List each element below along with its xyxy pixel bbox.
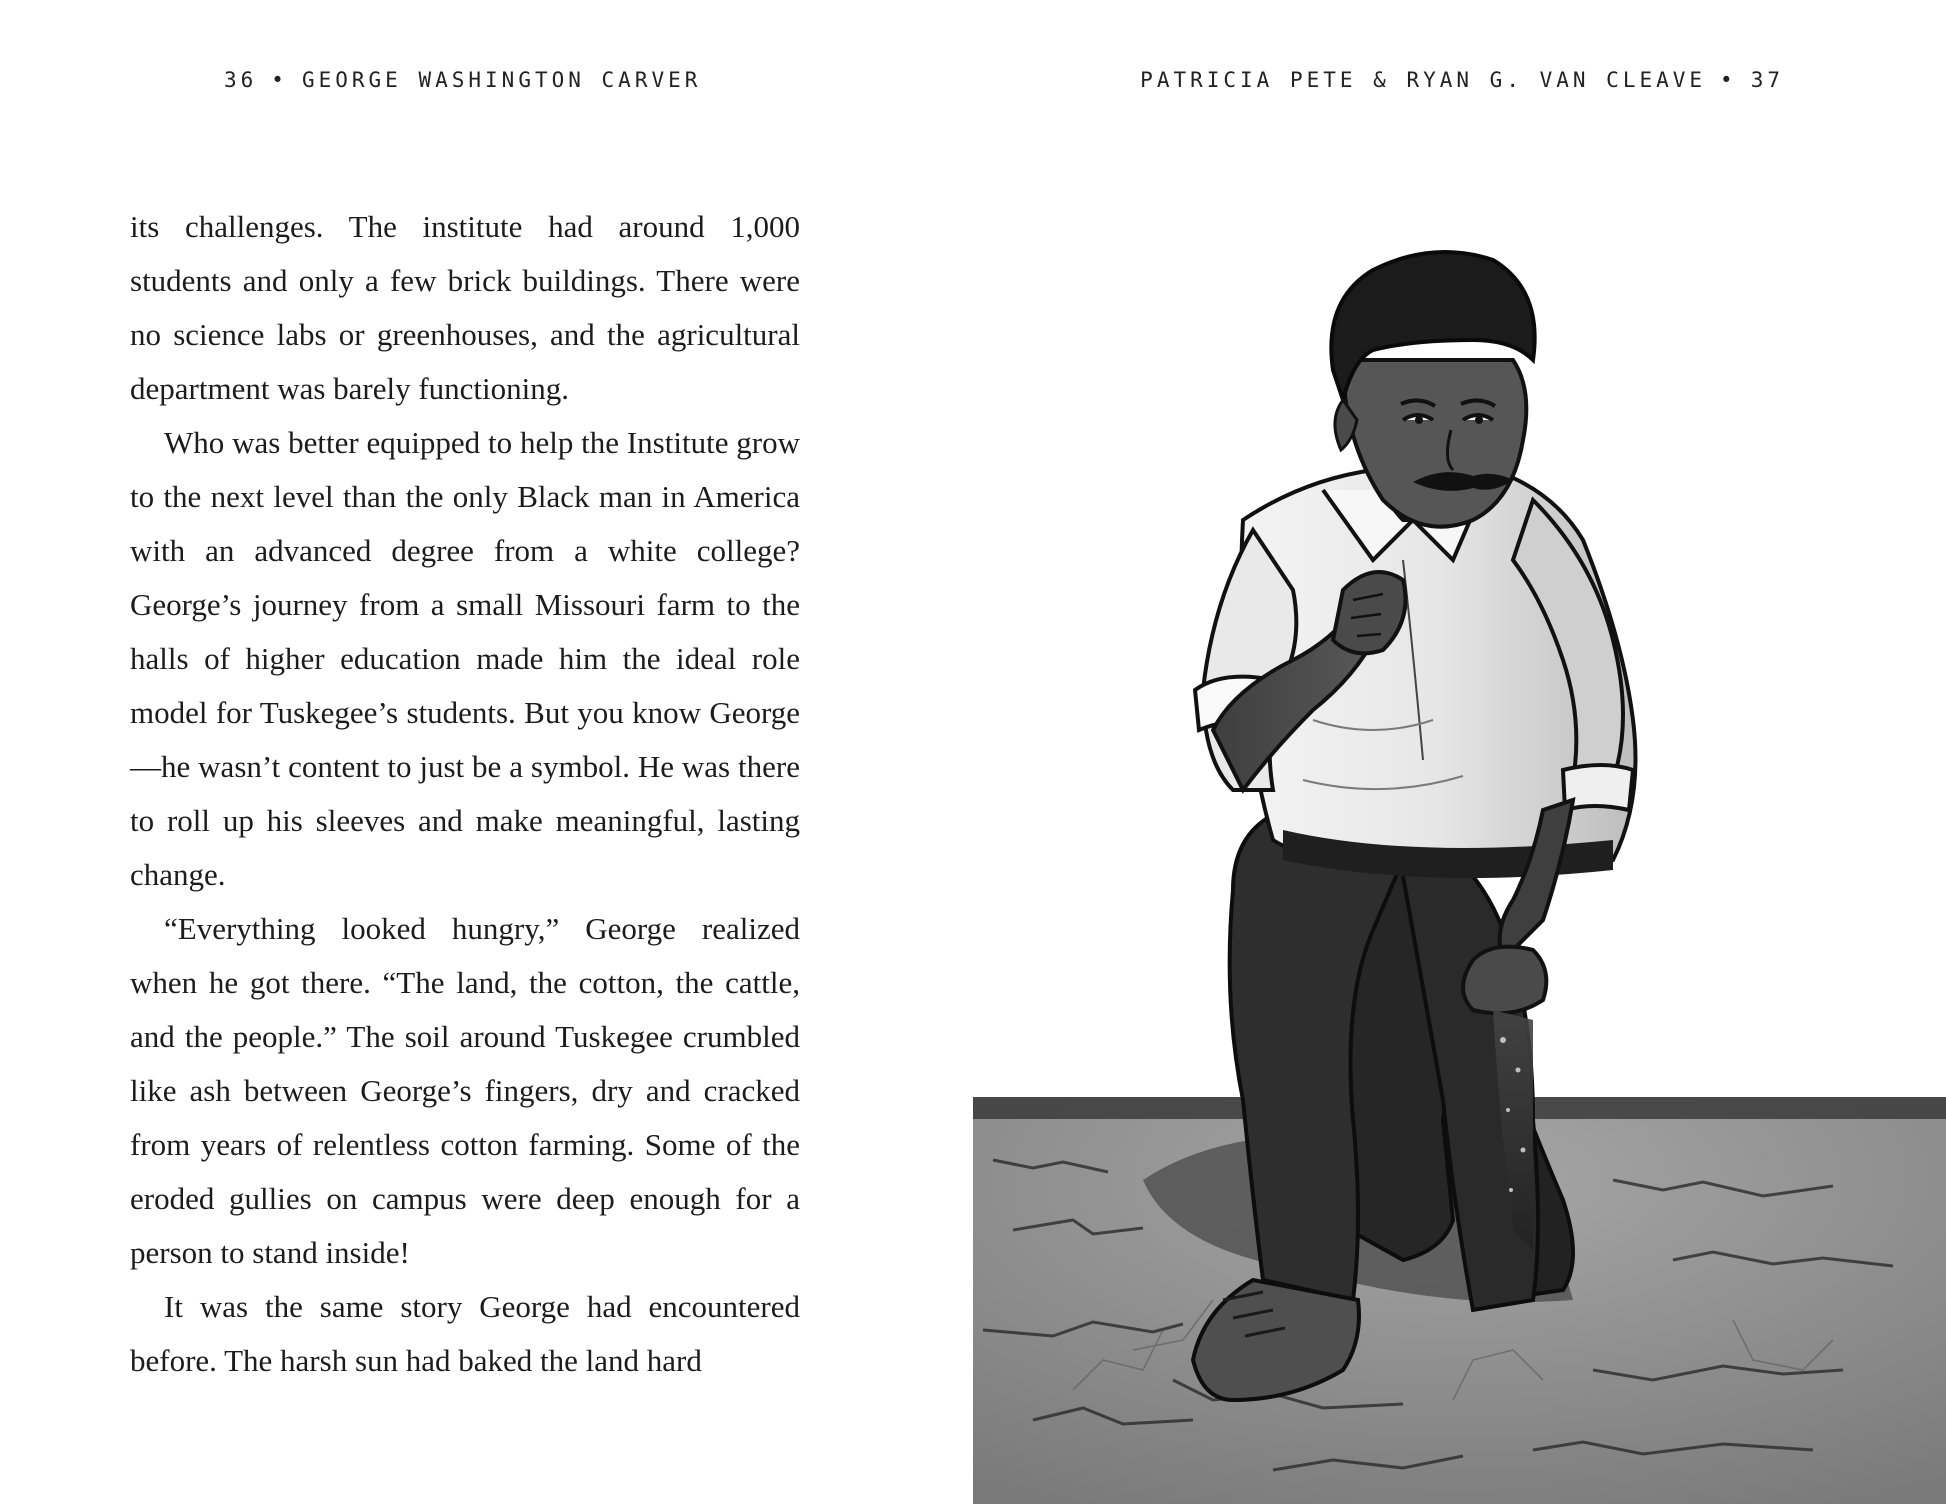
illustration-svg — [973, 0, 1946, 1504]
paragraph-4: It was the same story George had encountered before. The harsh sun had baked the land hard — [130, 1289, 800, 1378]
separator-dot: • — [1720, 68, 1737, 92]
left-running-head — [224, 68, 701, 92]
paragraph-3: “Everything looked hungry,” George realized when he got there. “The land, the cotton, the cattle, and the people.” The soil around Tuskegee crumbled like ash between George’s fingers, dry and cracked from years of relentless cotton farming. Some of the eroded gullies on campus were deep enough for a person to stand inside! — [130, 911, 800, 1270]
left-running-title: GEORGE WASHINGTON CARVER — [301, 68, 702, 92]
body-text — [130, 200, 800, 1388]
left-page-number: 36 — [224, 68, 258, 92]
separator-dot: • — [271, 68, 288, 92]
paragraph-2: Who was better equipped to help the Institute grow to the next level than the only Black man in America with an advanced degree from a white college? George’s journey from a small Missouri farm to the halls of higher education made him the ideal role model for Tuskegee’s students. But you know George—he wasn’t content to just be a symbol. He was there to roll up his sleeves and make meaningful, lasting change. — [130, 425, 800, 892]
paragraph-1: its challenges. The institute had around 1,000 students and only a few brick buildings. There were no science labs or greenhouses, and the agricultural department was barely functioning. — [130, 209, 800, 406]
illustration-kneeling-man — [973, 0, 1946, 1504]
right-page-number: 37 — [1750, 68, 1784, 92]
right-running-title: PATRICIA PETE & RYAN G. VAN CLEAVE — [1140, 68, 1707, 92]
